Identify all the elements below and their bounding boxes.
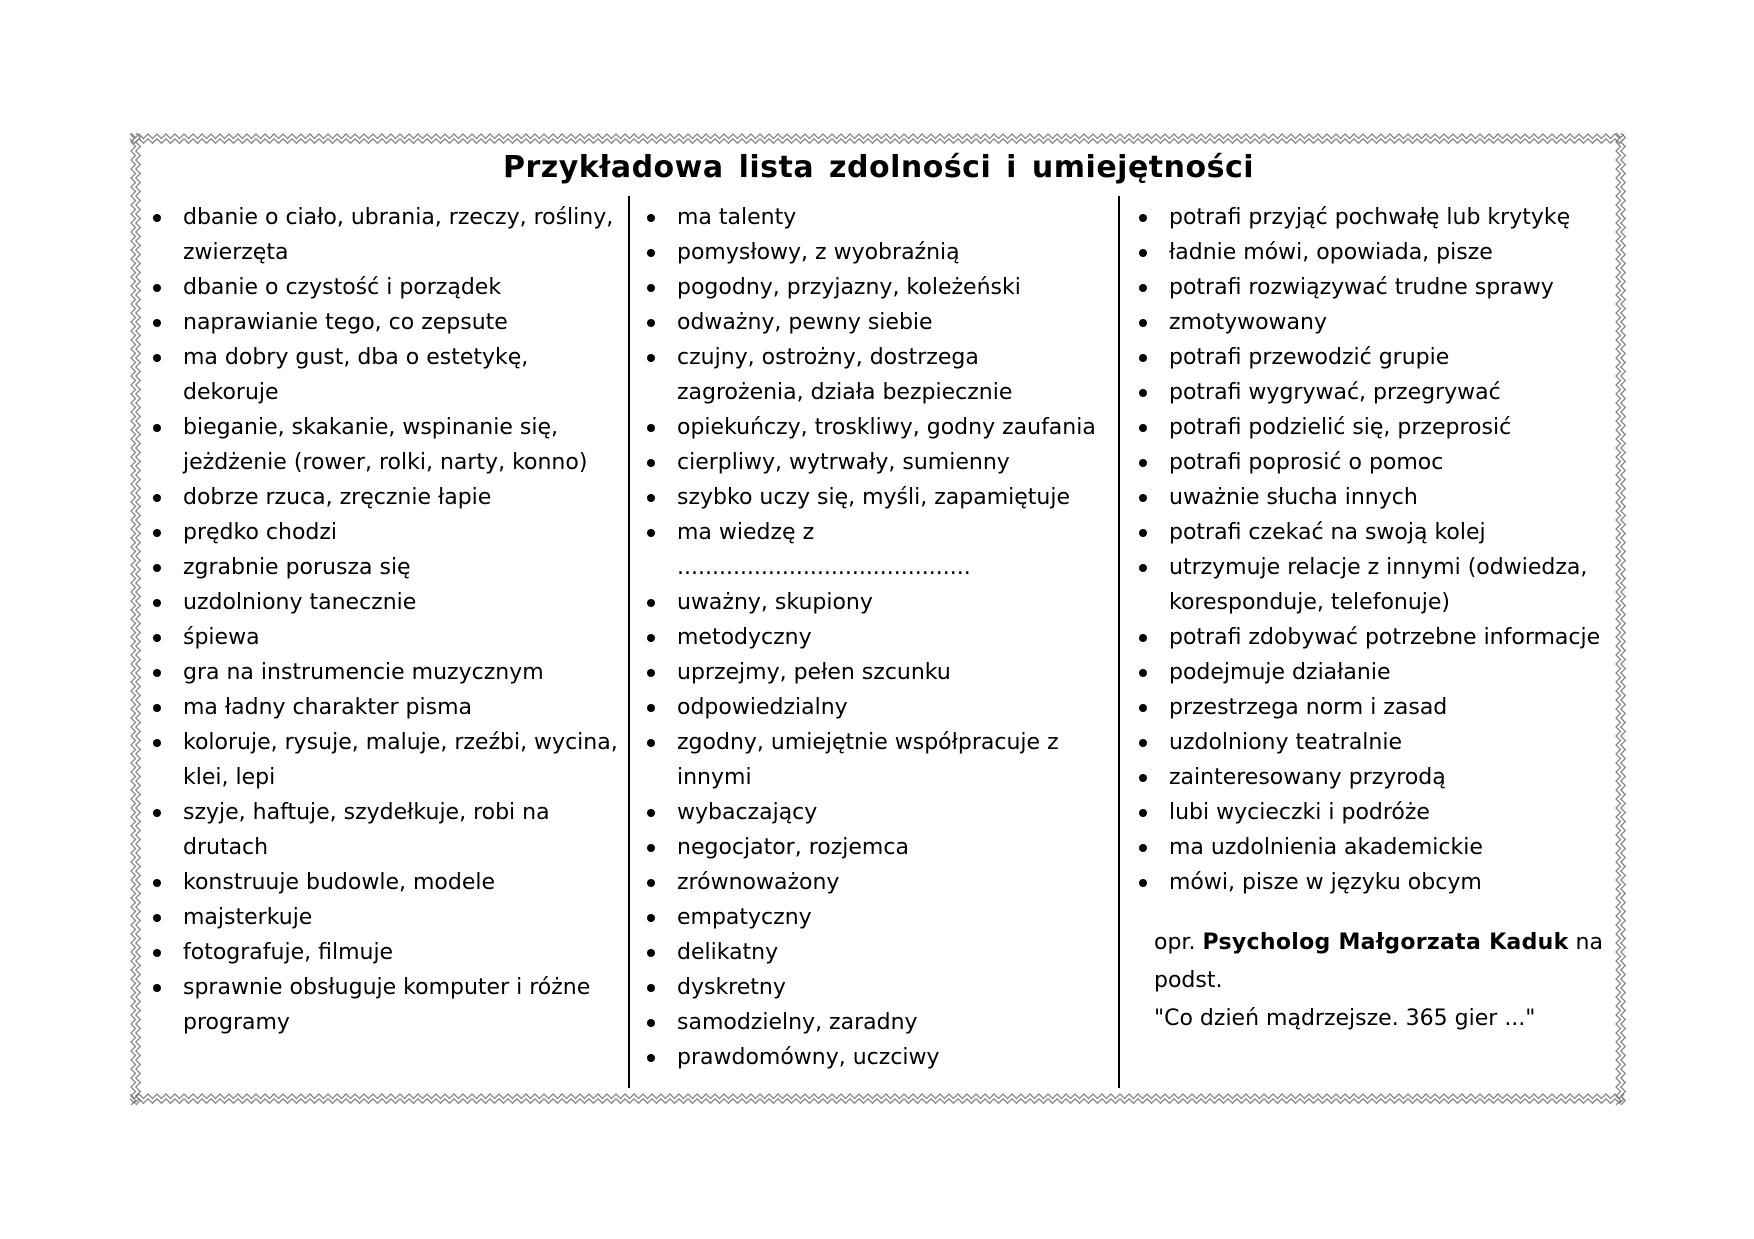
zigzag-border-left [130,133,142,1105]
list-item: odpowiedzialny [640,690,1112,725]
list-item: dobrze rzuca, zręcznie łapie [146,480,622,515]
list-item: dbanie o ciało, ubrania, rzeczy, rośliny, zwierzęta [146,200,622,270]
attribution-line-1 [1154,924,1619,1000]
list-item: samodzielny, zaradny [640,1005,1112,1040]
list-item: potrafi poprosić o pomoc [1132,445,1619,480]
list-item: szybko uczy się, myśli, zapamiętuje [640,480,1112,515]
list-item: negocjator, rozjemca [640,830,1112,865]
list-item: czujny, ostrożny, dostrzega zagrożenia, działa bezpiecznie [640,340,1112,410]
list-item: ma wiedzę z .......................................... [640,515,1112,585]
list-item: bieganie, skakanie, wspinanie się, jeżdżenie (rower, rolki, narty, konno) [146,410,622,480]
list-item: ma ładny charakter pisma [146,690,622,725]
list-item: szyje, haftuje, szydełkuje, robi na drutach [146,795,622,865]
attribution [1154,924,1619,1038]
list-item: dbanie o czystość i porządek [146,270,622,305]
skills-list-column-2 [640,200,1112,1075]
list-item: ma talenty [640,200,1112,235]
list-item: koloruje, rysuje, maluje, rzeźbi, wycina, klei, lepi [146,725,622,795]
zigzag-border-top [130,133,1627,145]
list-item: naprawianie tego, co zepsute [146,305,622,340]
list-item: uprzejmy, pełen szcunku [640,655,1112,690]
list-item: pogodny, przyjazny, koleżeński [640,270,1112,305]
list-item: utrzymuje relacje z innymi (odwiedza, koresponduje, telefonuje) [1132,550,1619,620]
list-item: gra na instrumencie muzycznym [146,655,622,690]
list-item: potrafi przyjąć pochwałę lub krytykę [1132,200,1619,235]
list-item: lubi wycieczki i podróże [1132,795,1619,830]
list-item: uzdolniony tanecznie [146,585,622,620]
attribution-source: "Co dzień mądrzejsze. 365 gier ..." [1154,1006,1536,1031]
list-item: zgodny, umiejętnie współpracuje z innymi [640,725,1112,795]
attribution-prefix: opr. [1154,930,1203,955]
columns-container [130,196,1627,1088]
list-item: majsterkuje [146,900,622,935]
list-item: ładnie mówi, opowiada, pisze [1132,235,1619,270]
list-item: zainteresowany przyrodą [1132,760,1619,795]
list-item: potrafi czekać na swoją kolej [1132,515,1619,550]
skills-list-column-1 [146,200,622,1040]
list-item: ma dobry gust, dba o estetykę, dekoruje [146,340,622,410]
list-item: ma uzdolnienia akademickie [1132,830,1619,865]
list-item: potrafi podzielić się, przeprosić [1132,410,1619,445]
list-item: pomysłowy, z wyobraźnią [640,235,1112,270]
attribution-author: Psycholog Małgorzata Kaduk [1202,930,1569,955]
column-1 [130,196,628,1088]
list-item: uzdolniony teatralnie [1132,725,1619,760]
list-item: prawdomówny, uczciwy [640,1040,1112,1075]
attribution-suffix: na podst. [1154,930,1603,993]
list-item: konstruuje budowle, modele [146,865,622,900]
list-item: przestrzega norm i zasad [1132,690,1619,725]
column-3 [1118,196,1625,1088]
list-item: cierpliwy, wytrwały, sumienny [640,445,1112,480]
list-item: zgrabnie porusza się [146,550,622,585]
list-item: dyskretny [640,970,1112,1005]
list-item: uważnie słucha innych [1132,480,1619,515]
list-item: wybaczający [640,795,1112,830]
list-item: odważny, pewny siebie [640,305,1112,340]
list-item: potrafi rozwiązywać trudne sprawy [1132,270,1619,305]
list-item: sprawnie obsługuje komputer i różne programy [146,970,622,1040]
list-item: opiekuńczy, troskliwy, godny zaufania [640,410,1112,445]
list-item: fotografuje, filmuje [146,935,622,970]
list-item: mówi, pisze w języku obcym [1132,865,1619,900]
document-page [130,133,1627,1105]
list-item: uważny, skupiony [640,585,1112,620]
zigzag-border-bottom [130,1093,1627,1105]
page-title: Przykładowa lista zdolności i umiejętności [502,150,1255,185]
column-2 [628,196,1118,1088]
list-item: zmotywowany [1132,305,1619,340]
list-item: prędko chodzi [146,515,622,550]
list-item: potrafi przewodzić grupie [1132,340,1619,375]
list-item: delikatny [640,935,1112,970]
list-item: metodyczny [640,620,1112,655]
list-item: zrównoważony [640,865,1112,900]
list-item: podejmuje działanie [1132,655,1619,690]
list-item: śpiewa [146,620,622,655]
skills-list-column-3 [1132,200,1619,900]
list-item: potrafi wygrywać, przegrywać [1132,375,1619,410]
list-item: potrafi zdobywać potrzebne informacje [1132,620,1619,655]
list-item: empatyczny [640,900,1112,935]
